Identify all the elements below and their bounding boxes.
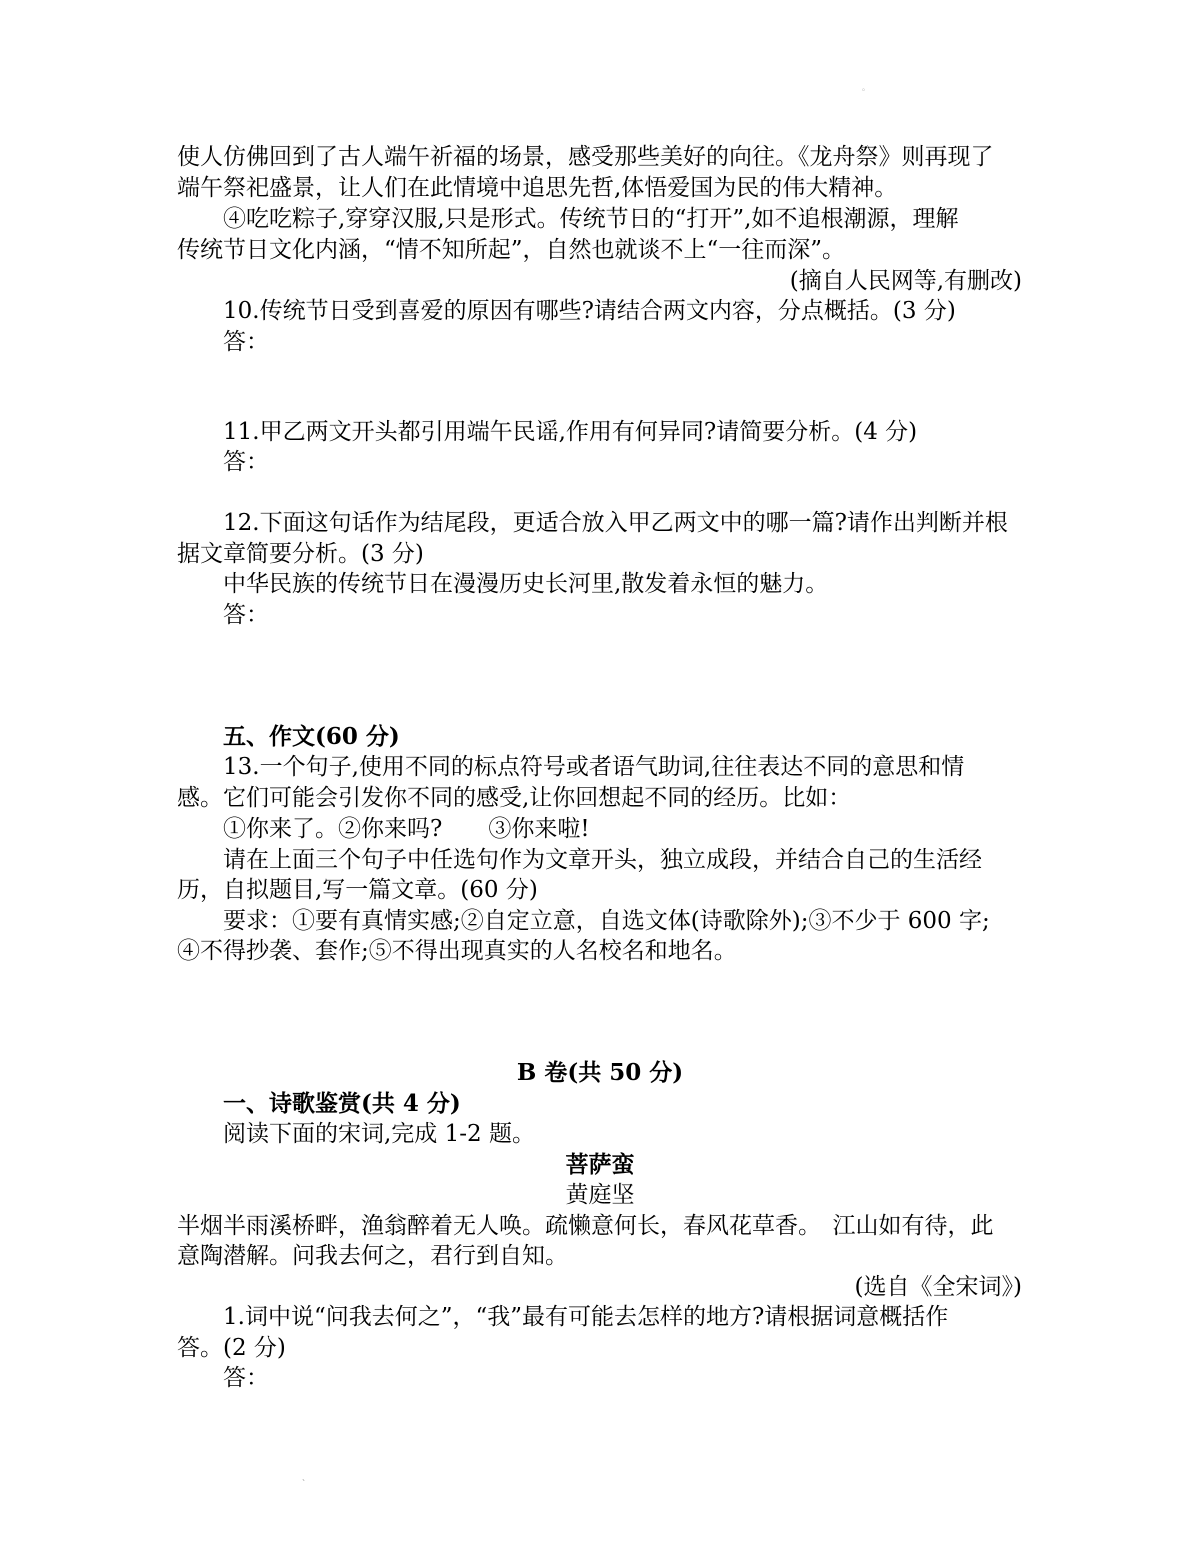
section-5-title: 五、作文(60 分): [223, 723, 400, 750]
poetry-answer-label-1: 答：: [223, 1365, 269, 1391]
question-12-line: 据文章简要分析。(3 分): [177, 541, 424, 567]
source-citation: (摘自人民网等,有删改): [789, 268, 1022, 294]
answer-label-11: 答：: [223, 449, 269, 475]
poem-title: 菩萨蛮: [565, 1151, 635, 1178]
poetry-question-1-line: 答。(2 分): [177, 1335, 286, 1361]
answer-label-10: 答：: [223, 329, 269, 355]
question-13-line: 感。它们可能会引发你不同的感受,让你回想起不同的经历。比如：: [177, 785, 852, 811]
scan-speck: 。: [862, 83, 870, 92]
requirements-line: ④不得抄袭、套作;⑤不得出现真实的人名校名和地名。: [177, 938, 737, 964]
answer-label-12: 答：: [223, 602, 269, 628]
passage-line: 使人仿佛回到了古人端午祈福的场景，感受那些美好的向往。《龙舟祭》则再现了: [177, 144, 994, 170]
question-12-quote: 中华民族的传统节日在漫漫历史长河里,散发着永恒的魅力。: [223, 571, 829, 597]
scan-speck: 、: [302, 1473, 310, 1482]
paragraph-4-line: ④吃吃粽子,穿穿汉服,只是形式。传统节日的“打开”,如不追根潮源，理解: [223, 206, 959, 232]
instruction-line: 历，自拟题目,写一篇文章。(60 分): [177, 877, 538, 903]
requirements-line: 要求：①要有真情实感;②自定立意，自选文体(诗歌除外);③不少于 600 字;: [223, 908, 990, 934]
poetry-question-1-line: 1.词中说“问我去何之”，“我”最有可能去怎样的地方?请根据词意概括作: [223, 1304, 949, 1330]
poem-line: 半烟半雨溪桥畔，渔翁醉着无人唤。疏懒意何长，春风花草香。 江山如有待，此: [177, 1213, 994, 1239]
example-sentences: ①你来了。②你来吗? ③你来啦!: [223, 816, 590, 842]
question-10: 10.传统节日受到喜爱的原因有哪些?请结合两文内容，分点概括。(3 分): [223, 298, 956, 324]
part-b-title: B 卷(共 50 分): [516, 1059, 684, 1086]
poetry-intro: 阅读下面的宋词,完成 1-2 题。: [223, 1121, 535, 1147]
poem-source: (选自《全宋词》): [854, 1274, 1022, 1300]
passage-line: 端午祭祀盛景，让人们在此情境中追思先哲,体悟爱国为民的伟大精神。: [177, 175, 898, 201]
poem-author: 黄庭坚: [565, 1182, 635, 1208]
question-13-line: 13.一个句子,使用不同的标点符号或者语气助词,往往表达不同的意思和情: [223, 754, 965, 780]
question-11: 11.甲乙两文开头都引用端午民谣,作用有何异同?请简要分析。(4 分): [223, 419, 918, 445]
poem-line: 意陶潜解。问我去何之，君行到自知。: [177, 1243, 568, 1269]
poetry-section-title: 一、诗歌鉴赏(共 4 分): [223, 1090, 461, 1117]
question-12-line: 12.下面这句话作为结尾段，更适合放入甲乙两文中的哪一篇?请作出判断并根: [223, 510, 1008, 536]
paragraph-4-line: 传统节日文化内涵，“情不知所起”，自然也就谈不上“一往而深”。: [177, 237, 846, 263]
instruction-line: 请在上面三个句子中任选句作为文章开头，独立成段，并结合自己的生活经: [223, 847, 982, 873]
